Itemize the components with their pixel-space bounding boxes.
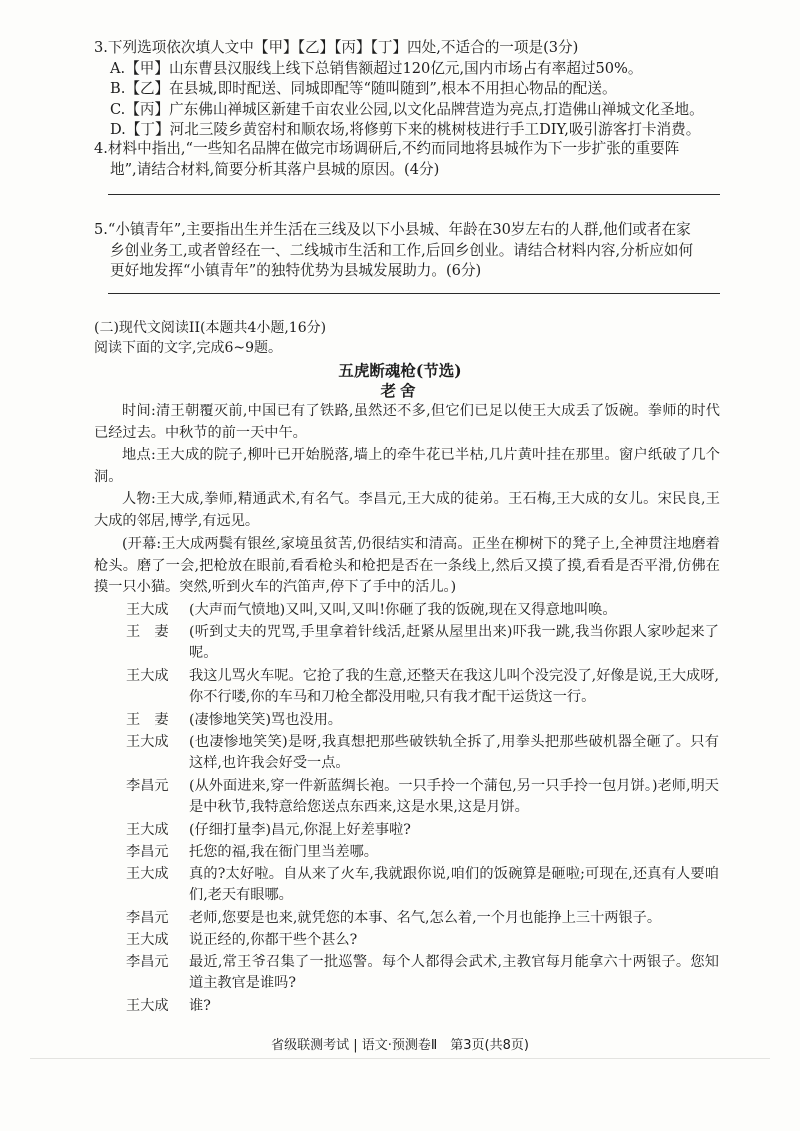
- question-5-line-2: 乡创业务工,或者曾经在一、二线城市生活和工作,后回乡创业。请结合材料内容,分析应如何: [110, 241, 694, 259]
- speaker: 王大成: [126, 932, 169, 948]
- setting-place: 地点:王大成的院子,柳叶已开始脱落,墙上的牵牛花已半枯,几片黄叶挂在那里。窗户纸破了几个洞。: [94, 447, 720, 485]
- question-4-line-2: 地”,请结合材料,简要分析其落户县城的原因。(4分): [110, 160, 440, 178]
- speaker: 李昌元: [126, 778, 169, 794]
- speaker: 王 妻: [126, 624, 169, 640]
- section-heading: (二)现代文阅读II(本题共4小题,16分): [94, 320, 327, 336]
- option-a: A.【甲】山东曹县汉服线上线下总销售额超过120亿元,国内市场占有率超过50%。: [110, 59, 643, 77]
- speaker: 王大成: [126, 668, 169, 684]
- question-4: [94, 139, 719, 180]
- dialogue-text: (凄惨地笑笑)骂也没用。: [189, 712, 342, 728]
- dialogue-text: (大声而气愤地)又叫,又叫,又叫!你砸了我的饭碗,现在又得意地叫唤。: [189, 602, 617, 618]
- article-author: 老舍: [380, 381, 420, 400]
- question-5-line-1: 5.“小镇青年”,主要指出生并生活在三线及以下小县城、年龄在30岁左右的人群,他们或者在家: [94, 221, 691, 238]
- speaker: 王大成: [126, 602, 169, 618]
- dialogue-text: 最近,常王爷召集了一批巡警。每个人都得会武术,主教官每月能拿六十两银子。您知道主教官是谁吗?: [189, 954, 719, 991]
- stage-direction: (开幕:王大成两鬓有银丝,家境虽贫苦,仍很结实和清高。正坐在柳树下的凳子上,全神贯注地磨着枪头。磨了一会,把枪放在眼前,看看枪头和枪把是否在一条线上,然后又摸了摸,看看是否平滑,仿佛在摸一只小猫。突然,听到火车的汽笛声,停下了手中的活儿。): [94, 536, 720, 595]
- page-footer: 省级联测考试 | 语文·预测卷Ⅱ 第3页(共8页): [271, 1038, 529, 1053]
- dialogue-text: (从外面进来,穿一件新蓝绸长袍。一只手拎一个蒲包,另一只手拎一包月饼。)老师,明天是中秋节,我特意给您送点东西来,这是水果,这是月饼。: [189, 778, 719, 815]
- dialogue-text: 真的?太好啦。自从来了火车,我就跟你说,咱们的饭碗算是砸啦;可现在,还真有人要咱们,老天有眼哪。: [189, 866, 719, 903]
- dialogue-text: 我这儿骂火车呢。它抢了我的生意,还整天在我这儿叫个没完没了,好像是说,王大成呀,你不行喽,你的车马和刀枪全都没用啦,只有我才配干运货这一行。: [189, 668, 719, 705]
- section-instruction: 阅读下面的文字,完成6~9题。: [94, 340, 282, 356]
- question-5-line-3: 更好地发挥“小镇青年”的独特优势为县城发展助力。(6分): [110, 262, 482, 279]
- dialogue-text: 谁?: [189, 998, 211, 1014]
- speaker: 李昌元: [126, 954, 169, 970]
- dialogue-text: 老师,您要是也来,就凭您的本事、名气,怎么着,一个月也能挣上三十两银子。: [189, 910, 662, 926]
- dialogue-text: (也凄惨地笑笑)是呀,我真想把那些破铁轨全拆了,用拳头把那些破机器全砸了。只有这样,也许我会好受一点。: [189, 734, 719, 771]
- dialogue-text: 托您的福,我在衙门里当差哪。: [189, 844, 378, 860]
- question-4-line-1: 4.材料中指出,“一些知名品牌在做完市场调研后,不约而同地将县城作为下一步扩张的重要阵: [94, 140, 680, 157]
- answer-line-q4: [108, 194, 720, 195]
- dialogue-text: (仔细打量李)昌元,你混上好差事啦?: [189, 822, 411, 838]
- character-list: 人物:王大成,拳师,精通武术,有名气。李昌元,王大成的徒弟。王石梅,王大成的女儿。宋民良,王大成的邻居,博学,有远见。: [94, 491, 720, 529]
- setting-time: 时间:清王朝覆灭前,中国已有了铁路,虽然还不多,但它们已足以使王大成丢了饭碗。拳师的时代已经过去。中秋节的前一天中午。: [94, 403, 720, 441]
- speaker: 王大成: [126, 734, 169, 750]
- speaker: 王大成: [126, 998, 169, 1014]
- dialogue-text: (听到丈夫的咒骂,手里拿着针线活,赶紧从屋里出来)吓我一跳,我当你跟人家吵起来了呢。: [189, 624, 719, 661]
- question-3: [94, 38, 719, 141]
- option-c: C.【丙】广东佛山禅城区新建千亩农业公园,以文化品牌营造为亮点,打造佛山禅城文化圣地。: [110, 100, 704, 118]
- footer-divider: [30, 1058, 770, 1059]
- speaker: 王 妻: [126, 712, 169, 728]
- speaker: 李昌元: [126, 910, 169, 926]
- answer-line-q5: [108, 293, 720, 294]
- article-title: 五虎断魂枪(节选): [338, 361, 462, 380]
- question-3-stem: 3.下列选项依次填人文中【甲】【乙】【丙】【丁】四处,不适合的一项是(3分): [94, 39, 579, 56]
- option-b: B.【乙】在县城,即时配送、同城即配等“随叫随到”,根本不用担心物品的配送。: [110, 80, 617, 97]
- dialogue-text: 说正经的,你都干些个甚么?: [189, 932, 358, 948]
- speaker: 李昌元: [126, 844, 169, 860]
- speaker: 王大成: [126, 822, 169, 838]
- speaker: 王大成: [126, 866, 169, 882]
- option-d: D.【丁】河北三陵乡黄窑村和顺农场,将修剪下来的桃树枝进行手工DIY,吸引游客打卡消费。: [110, 121, 701, 138]
- question-5: [94, 220, 719, 282]
